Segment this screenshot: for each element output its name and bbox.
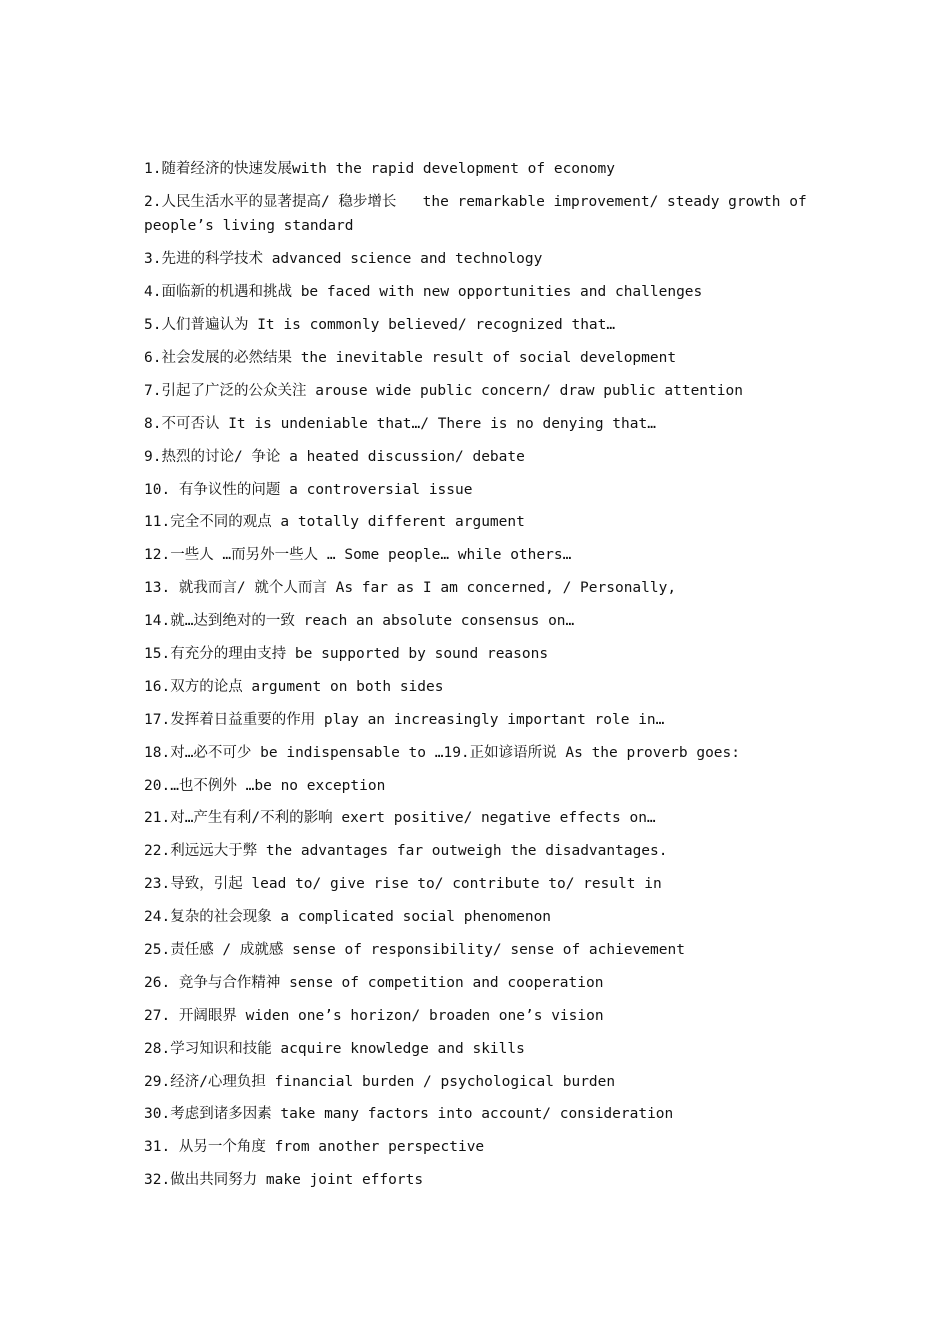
phrase-item-11: 11.完全不同的观点 a totally different argument — [144, 514, 525, 531]
phrase-item-32: 32.做出共同努力 make joint efforts — [144, 1172, 424, 1189]
phrase-item-15: 15.有充分的理由支持 be supported by sound reasons — [144, 645, 549, 662]
phrase-item-17: 17.发挥着日益重要的作用 play an increasingly important role in… — [144, 711, 665, 728]
phrase-item-8: 8.不可否认 It is undeniable that…/ There is no denying that… — [144, 415, 656, 432]
phrase-item-26: 26. 竞争与合作精神 sense of competition and cooperation — [144, 974, 604, 991]
phrase-item-25: 25.责任感 / 成就感 sense of responsibility/ sense of achievement — [144, 941, 685, 958]
phrase-item-3: 3.先进的科学技术 advanced science and technology — [144, 251, 543, 268]
phrase-item-16: 16.双方的论点 argument on both sides — [144, 678, 444, 695]
phrase-item-20: 20.…也不例外 …be no exception — [144, 777, 386, 794]
phrase-item-21: 21.对…产生有利/不利的影响 exert positive/ negative effects on… — [144, 810, 656, 827]
phrase-item-4: 4.面临新的机遇和挑战 be faced with new opportunities and challenges — [144, 284, 703, 301]
phrase-item-6: 6.社会发展的必然结果 the inevitable result of social development — [144, 349, 677, 366]
phrase-item-29: 29.经济/心理负担 financial burden / psychological burden — [144, 1073, 616, 1090]
phrase-item-7: 7.引起了广泛的公众关注 arouse wide public concern/ draw public attention — [144, 382, 743, 399]
phrase-item-10: 10. 有争议性的问题 a controversial issue — [144, 481, 473, 498]
phrase-item-14: 14.就…达到绝对的一致 reach an absolute consensus on… — [144, 613, 575, 630]
phrase-item-31: 31. 从另一个角度 from another perspective — [144, 1139, 485, 1156]
phrase-item-28: 28.学习知识和技能 acquire knowledge and skills — [144, 1040, 525, 1057]
phrase-item-27: 27. 开阔眼界 widen one’s horizon/ broaden one’s vision — [144, 1007, 604, 1024]
phrase-item-12: 12.一些人 …而另外一些人 … Some people… while others… — [144, 547, 572, 564]
phrase-item-1: 1.随着经济的快速发展with the rapid development of economy — [144, 161, 615, 177]
phrase-item-23: 23.导致，引起 lead to/ give rise to/ contribute to/ result in — [144, 876, 662, 893]
phrase-list — [144, 157, 824, 1201]
phrase-item-13: 13. 就我而言/ 就个人而言 As far as I am concerned, / Personally, — [144, 580, 677, 597]
phrase-item-24: 24.复杂的社会现象 a complicated social phenomenon — [144, 909, 552, 926]
phrase-item-18: 18.对…必不可少 be indispensable to …19.正如谚语所说 As the proverb goes: — [144, 744, 740, 761]
phrase-item-5: 5.人们普遍认为 It is commonly believed/ recognized that… — [144, 317, 616, 334]
phrase-item-22: 22.利远远大于弊 the advantages far outweigh the disadvantages. — [144, 843, 668, 860]
phrase-item-30: 30.考虑到诸多因素 take many factors into account/ consideration — [144, 1106, 674, 1123]
phrase-item-2: 2.人民生活水平的显著提高/ 稳步增长 the remarkable improvement/ steady growth of people’s living standard — [144, 193, 816, 235]
phrase-item-9: 9.热烈的讨论/ 争论 a heated discussion/ debate — [144, 448, 525, 465]
